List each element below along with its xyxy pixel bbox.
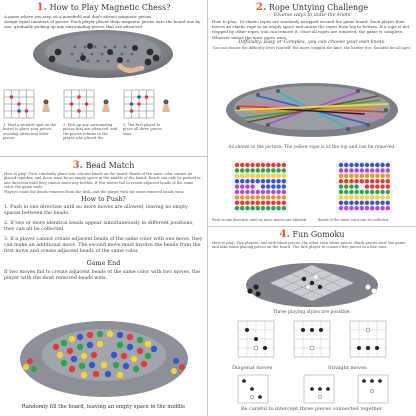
bead: [354, 163, 358, 167]
bead: [256, 179, 260, 183]
bead: [365, 206, 369, 210]
panel-4-body: How to play: Two players, one with black pieces, the other with white pieces. Black pieces start the game, and take turns placing pieces on the board. The first player to connect five pieces in a line wins.: [212, 241, 407, 250]
panel-3-title: [0, 160, 207, 171]
gomoku-board-image: [208, 257, 416, 309]
bead: [271, 190, 275, 194]
bead: [261, 168, 265, 172]
straight-label: Straight moves: [328, 365, 367, 371]
bead: [339, 206, 343, 210]
panel-1-number: 1.: [36, 2, 48, 13]
panel-2-note: You can choose the difficulty level yourself: the more complex the knot, the harder it is. Suitable for all ages.: [212, 45, 412, 50]
bead: [380, 195, 384, 199]
styles-label: Three playing styles are possible:: [272, 310, 352, 315]
bead: [250, 190, 254, 194]
push-rule-3: 3. If a player cannot create adjacent beads of the same color with one move, they can make an additional move. The second move must involve the beads from the first move and create adjacent beads of the same color.: [4, 237, 203, 255]
bead: [344, 163, 348, 167]
bead: [339, 179, 343, 183]
bead: [380, 168, 384, 172]
step-caption-2: 2. Pick up any surrounding pieces that are attracted, and the pieces returns to the player who placed the: [63, 123, 118, 141]
bead: [360, 168, 364, 172]
bead: [235, 195, 239, 199]
gomoku-pattern-diagrams: [208, 319, 416, 363]
bead: [386, 190, 390, 194]
bead: [250, 201, 254, 205]
panel-gomoku: [208, 227, 416, 416]
bead: [339, 163, 343, 167]
bead: [344, 190, 348, 194]
bead: [380, 190, 384, 194]
bead: [276, 201, 280, 205]
bead: [266, 195, 270, 199]
bead: [344, 179, 348, 183]
bead: [339, 190, 343, 194]
bead: [266, 179, 270, 183]
bead: [375, 195, 379, 199]
bead: [271, 184, 275, 188]
bead: [386, 184, 390, 188]
panel-magnetic-chess: [0, 0, 207, 156]
bead: [365, 195, 369, 199]
bead-grid-left: [210, 161, 310, 219]
bead: [276, 174, 280, 178]
bead: [261, 190, 265, 194]
bead: [360, 163, 364, 167]
bead: [266, 201, 270, 205]
bead: [266, 168, 270, 172]
bead: [354, 168, 358, 172]
bead: [240, 179, 244, 183]
bead: [250, 163, 254, 167]
bead: [256, 190, 260, 194]
bead: [256, 206, 260, 210]
bead: [282, 163, 286, 167]
bead: [375, 179, 379, 183]
bead: [344, 206, 348, 210]
bead: [276, 195, 280, 199]
bead: [235, 206, 239, 210]
bead: [240, 195, 244, 199]
bead: [276, 184, 280, 188]
bead: [276, 206, 280, 210]
bead: [261, 184, 265, 188]
bead: [261, 206, 265, 210]
bead: [370, 179, 374, 183]
bead: [344, 201, 348, 205]
push-rule-2: 2. If two or more identical beads appear simultaneously in different positions, they can all be collected.: [4, 221, 194, 233]
bead: [349, 174, 353, 178]
rope-board-image: [208, 78, 416, 140]
bead: [375, 190, 379, 194]
bead: [375, 163, 379, 167]
panel-2-difficulty: Difficulty: Easy or Complex, you can choose your own knots.: [238, 39, 386, 45]
bead: [256, 163, 260, 167]
bead: [386, 163, 390, 167]
panel-bead-match: [0, 157, 207, 416]
bead: [365, 168, 369, 172]
bead: [380, 206, 384, 210]
bead: [360, 201, 364, 205]
bead: [380, 179, 384, 183]
bead: [360, 174, 364, 178]
bead: [240, 168, 244, 172]
bead: [344, 184, 348, 188]
bead: [245, 201, 249, 205]
panel-1-intro: A game where you step on a minefield and don't attract magnetic pieces: [4, 14, 152, 19]
bead: [349, 201, 353, 205]
bead: [261, 179, 265, 183]
bead: [386, 179, 390, 183]
bead-grid-examples: [208, 157, 416, 226]
bead: [266, 174, 270, 178]
bead: [386, 168, 390, 172]
bead: [349, 195, 353, 199]
bead: [250, 195, 254, 199]
bead: [380, 174, 384, 178]
panel-3-title-text: Bead Match: [85, 161, 135, 170]
bead: [354, 206, 358, 210]
bead: [339, 168, 343, 172]
panel-4-number: 4.: [279, 229, 290, 240]
panel-2-title: [208, 2, 416, 13]
panel-2-number: 2.: [255, 2, 267, 13]
bead: [250, 184, 254, 188]
bead: [235, 201, 239, 205]
bead: [370, 163, 374, 167]
bead: [339, 201, 343, 205]
bead: [370, 201, 374, 205]
bead: [370, 174, 374, 178]
panel-2-body: How to play: 10 elastic ropes are randomly wrapped around the game board. Each player then moves an elastic rope to an empty space and unties the ropes from top to bottom. If a rope is not trapped by other ropes, you can remove it. Once all ropes are removed, the game is complete. Whoever unties the most ropes wins.: [212, 19, 410, 40]
bead: [261, 201, 265, 205]
bead: [271, 168, 275, 172]
bead: [266, 206, 270, 210]
bead: [344, 174, 348, 178]
bead: [370, 206, 374, 210]
panel-3-intro: How to play: First, randomly place four colored beads on the board. Beads of the same color cannot be placed together, and there must be an empty space in the middle of the board. Beads can only be pushed in one direction until they cannot move any further. If two moves fail to create adjacent beads of the same color, the game ends.: [4, 172, 201, 190]
bead: [256, 174, 260, 178]
bead: [375, 201, 379, 205]
bead: [261, 195, 265, 199]
bead: [365, 184, 369, 188]
bead: [360, 206, 364, 210]
bead: [282, 168, 286, 172]
bead: [349, 168, 353, 172]
push-section-title: How to Push?: [81, 195, 126, 204]
push-rule-1: 1. Push in one direction until no more moves are allowed, leaving no empty spaces between the beads.: [4, 205, 188, 217]
bead-caption-left: Push in one direction until no more moves are allowed.: [212, 218, 308, 222]
bead: [271, 174, 275, 178]
panel-2-subtitle: Diverse ways to untie the knots: [273, 13, 351, 18]
bead: [256, 195, 260, 199]
bead: [235, 174, 239, 178]
bead: [240, 206, 244, 210]
bead: [245, 179, 249, 183]
step-caption-1: 1. Find a suitable spot on the board to place your pieces, avoiding attracting other pieces: [3, 123, 57, 141]
bead: [365, 163, 369, 167]
bead: [282, 201, 286, 205]
bead: [240, 163, 244, 167]
bead: [282, 195, 286, 199]
bead: [375, 184, 379, 188]
game-end-title: Game End: [86, 259, 121, 268]
bead: [240, 184, 244, 188]
bead: [271, 179, 275, 183]
bead: [245, 163, 249, 167]
panel-4-footer: Be careful to intercept three pieces connected together.: [240, 406, 384, 412]
bead-caption-right: Beads of the same color can be collected.: [318, 218, 390, 222]
bead: [250, 179, 254, 183]
panel-1-body: Assign equal numbers of pieces. Each player places their magnetic pieces onto the board one by one, gradually picking up any surrounding pieces that are attracted.: [4, 19, 201, 30]
bead: [386, 201, 390, 205]
bead: [245, 174, 249, 178]
bead: [386, 206, 390, 210]
bead: [375, 174, 379, 178]
bead: [261, 163, 265, 167]
bead: [245, 206, 249, 210]
bead: [344, 195, 348, 199]
bead: [271, 195, 275, 199]
bead: [360, 195, 364, 199]
bead: [271, 163, 275, 167]
bead: [256, 201, 260, 205]
bead: [250, 206, 254, 210]
bead: [339, 195, 343, 199]
bead: [245, 184, 249, 188]
bead: [240, 201, 244, 205]
panel-3-intro2: Players count the beads removed from the dish, and the player with the most removed beads wins.: [4, 189, 185, 194]
bead: [370, 190, 374, 194]
diagonal-label: Diagonal moves: [232, 365, 273, 371]
bead: [349, 184, 353, 188]
bead: [354, 184, 358, 188]
bead: [370, 168, 374, 172]
bead: [282, 174, 286, 178]
bead: [266, 184, 270, 188]
bead: [276, 168, 280, 172]
bead: [271, 206, 275, 210]
step-diagrams: [0, 88, 207, 122]
bead: [276, 163, 280, 167]
bead: [282, 190, 286, 194]
bead: [354, 190, 358, 194]
bead: [354, 179, 358, 183]
panel-rope-untying: [208, 0, 416, 156]
bead: [380, 184, 384, 188]
bead-grid-right: [314, 161, 414, 219]
bead: [261, 174, 265, 178]
bead-board-image: [0, 309, 207, 401]
bead: [245, 190, 249, 194]
bead: [235, 190, 239, 194]
bead: [339, 184, 343, 188]
bead: [354, 195, 358, 199]
bead: [360, 190, 364, 194]
bead: [235, 168, 239, 172]
bead: [282, 206, 286, 210]
panel-1-title: [0, 2, 207, 13]
bead: [349, 163, 353, 167]
bead: [271, 201, 275, 205]
bead: [354, 201, 358, 205]
bead: [250, 174, 254, 178]
bead: [386, 195, 390, 199]
bead: [375, 206, 379, 210]
bead: [375, 168, 379, 172]
panel-4-title: [208, 229, 416, 240]
bead: [276, 179, 280, 183]
bead: [370, 195, 374, 199]
bead: [365, 174, 369, 178]
panel-1-title-text: How to Play Magnetic Chess?: [49, 3, 171, 12]
bead: [349, 190, 353, 194]
bead: [365, 179, 369, 183]
gomoku-lower-diagrams: [208, 367, 416, 407]
bead: [349, 206, 353, 210]
magnetic-chess-board-image: [0, 22, 207, 82]
bead: [380, 163, 384, 167]
bead: [370, 184, 374, 188]
step-caption-3: 3. The first player to place all three pieces wins: [123, 123, 162, 136]
bead: [344, 168, 348, 172]
bead: [339, 174, 343, 178]
bead: [282, 179, 286, 183]
bead: [250, 168, 254, 172]
bead: [354, 174, 358, 178]
bead: [365, 190, 369, 194]
bead: [349, 179, 353, 183]
bead: [360, 179, 364, 183]
bead: [365, 201, 369, 205]
panel-2-title-text: Rope Untying Challenge: [268, 3, 369, 12]
panel-3-number: 3.: [72, 160, 84, 171]
bead: [266, 163, 270, 167]
bead: [235, 163, 239, 167]
bead: [282, 184, 286, 188]
bead: [256, 168, 260, 172]
panel-2-caption: As shown in the picture: The yellow rope is at the top and can be removed.: [228, 145, 396, 150]
game-end-body: If two moves fail to create adjacent beads of the same color with two moves, the player with the most removed beads wins.: [4, 270, 200, 282]
bead: [235, 184, 239, 188]
bead: [276, 190, 280, 194]
bead: [245, 195, 249, 199]
bead: [240, 190, 244, 194]
panel-3-footer: Randomly fill the board, leaving an empty space in the middle: [21, 404, 186, 410]
bead: [240, 174, 244, 178]
bead: [380, 201, 384, 205]
bead: [245, 168, 249, 172]
bead: [235, 179, 239, 183]
bead: [386, 174, 390, 178]
bead: [266, 190, 270, 194]
panel-4-title-text: Fun Gomoku: [292, 230, 345, 239]
